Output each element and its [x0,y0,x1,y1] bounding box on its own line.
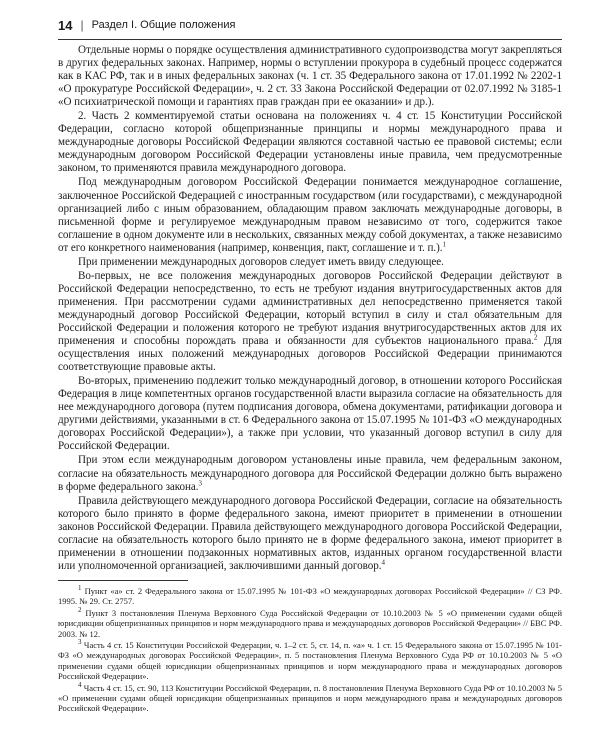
footnote-ref-1[interactable]: 1 [442,240,446,249]
footnote-2: $^2$ Пункт 3 постановления Пленума Верховного Суда Российской Федерации от 10.10.2003 № 5 «О применении судами общей юрисдикции общепризнанных принципов и норм международного права и международных договоров Российской Федерации» // БВС РФ. 2003. № 12. [58,605,562,639]
paragraph-4: При применении международных договоров следует иметь ввиду следующее. [78,255,444,268]
footnote-3: $^3$ Часть 4 ст. 15 Конституции Российской Федерации, ч. 1–2 ст. 5, ст. 14, п. «а» ч. 1 ст. 15 Федерального закона от 15.07.1995 № 101-ФЗ «О международных договорах Российской Федерации», п. 5 постановления Пленума Верховного Суда РФ от 10.10.2003 № 5 «О применении судами общей юрисдикции общепризнанных принципов и норм международного права и международных договоров Российской Федерации». [58,638,562,682]
footnote-ref-4[interactable]: 4 [381,558,385,567]
paragraph-7: При этом если международным договором установлены иные правила, чем федеральным законом, согласие на обязательность международного договора для Российской Федерации должно быть выражено в форме федерального закона.$^3$ [58,454,562,493]
header-rule [58,39,562,40]
paragraph-6: Во-вторых, применению подлежит только международный договор, в отношении которого Российская Федерация в лице компетентных органов государственной власти выразила согласие на обязательность для нее международного договора (путем подписания договора, обмена документами, ратификации договора и другими действиями, указанными в ст. 6 Федерального закона от 15.07.1995 № 101-ФЗ «О международных договорах Российской Федерации»), а также при условии, что указанный договор вступил в силу для Российской Федерации. [58,375,562,453]
paragraph-2: 2. Часть 2 комментируемой статьи основана на положениях ч. 4 ст. 15 Конституции Российской Федерации, согласно которой общепризнанные принципы и нормы международного права и международные договоры Российской Федерации являются составной частью ее правовой системы; если международным договором Российской Федерации установлены иные правила, чем предусмотренные законом, то применяются правила международного договора. [58,110,562,175]
footnote-1: $^1$ Пункт «а» ст. 2 Федерального закона от 15.07.1995 № 101-ФЗ «О международных договорах Российской Федерации» // СЗ РФ. 1995. № 29. Ст. 2757. [58,584,562,607]
footnote-ref-3[interactable]: 3 [198,478,202,487]
running-header [58,14,562,36]
body-text [58,44,562,574]
footnotes [58,586,562,715]
footnote-4: $^4$ Часть 4 ст. 15, ст. 90, 113 Конституции Российской Федерации, п. 8 постановления Пленума Верховного Суда РФ от 10.10.2003 № 5 «О применении судами общей юрисдикции общепризнанных принципов и норм международного права и международных договоров Российской Федерации». [58,680,562,714]
header-separator: | [80,18,84,32]
footnote-ref-2[interactable]: 2 [533,333,538,342]
footnote-rule [58,580,188,581]
page-number: 14 [58,17,73,33]
paragraph-3: Под международным договором Российской Федерации понимается международное соглашение, заключенное Российской Федерацией с иностранным государством (или государствами), с международной организацией либо с иным образованием, обладающим правом заключать международные договоры, в письменной форме и регулируемое международным правом независимо от того, содержится такое соглашение в одном документе или в нескольких, связанных между собой документах, а также независимо от его конкретного наименования (например, конвенция, пакт, соглашение и т. п.).$^1$ [58,176,562,254]
paragraph-1: Отдельные нормы о порядке осуществления административного судопроизводства могут закрепляться в других федеральных законах. Например, нормы о вступлении прокурора в судебный процесс содержатся как в КАС РФ, так и в иных федеральных законах (ч. 1 ст. 35 Федерального закона от 17.01.1992 № 2202-1 «О прокуратуре Российской Федерации», ч. 2 ст. 33 Закона Российской Федерации от 02.07.1992 № 3185-1 «О психиатрической помощи и гарантиях прав граждан при ее оказании» и др.). [58,44,562,109]
section-title: Раздел I. Общие положения [91,19,236,31]
paragraph-8: Правила действующего международного договора Российской Федерации, согласие на обязательность которого было принято в форме федерального закона, имеют приоритет в применении в отношении законов Российской Федерации. Правила действующего международного договора Российской Федерации, согласие на обязательность которого было принято не в форме федерального закона, имеют приоритет в применении в отношении подзаконных нормативных актов, изданных органом государственной власти или уполномоченной организацией, заключившими данный договор.$^4$ [58,494,562,572]
paragraph-5: Во-первых, не все положения международных договоров Российской Федерации действуют в Российской Федерации непосредственно, то есть не требуют издания внутригосударственных актов для применения. При рассмотрении судами административных дел непосредственно применяется такой международный договор Российской Федерации, который вступил в силу и стал обязательным для Российской Федерации и положения которого не требуют издания внутригосударственных актов для их применения и способны порождать права и обязанности для субъектов национального права.$^2$ Для осуществления иных положений международных договоров Российской Федерации принимаются соответствующие правовые акты. [58,269,562,374]
